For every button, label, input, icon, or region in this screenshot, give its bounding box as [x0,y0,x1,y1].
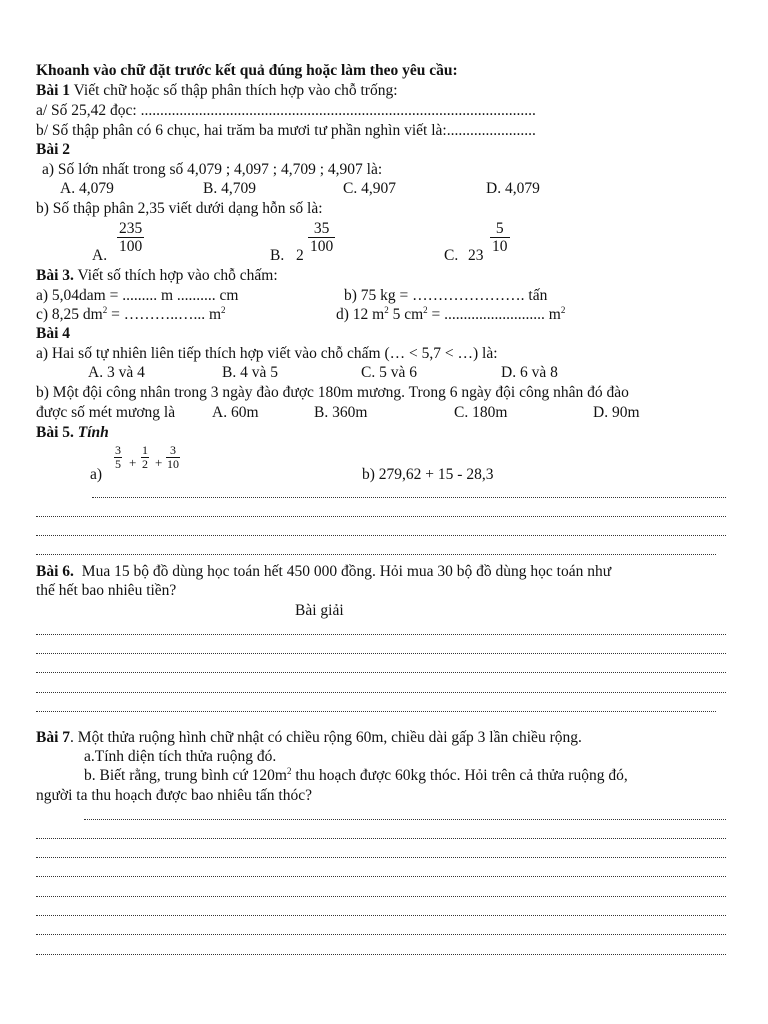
bai2-b-option-a-label: A. [92,247,108,264]
bai3-c-pre: c) 8,25 dm [36,306,103,323]
bai1-b: b/ Số thập phân có 6 chục, hai trăm ba mươi tư phần nghìn viết là:....................... [36,122,536,139]
bai5-a-op-2: + [155,455,163,470]
bai1-prompt: Viết chữ hoặc số thập phân thích hợp vào chỗ trống: [73,82,398,99]
answer-line [36,554,716,555]
fraction-denominator: 10 [167,457,179,471]
answer-line [36,692,726,693]
answer-line [84,819,726,820]
bai7-text1: . Một thửa ruộng hình chữ nhật có chiều rộng 60m, chiều dài gấp 3 lần chiều rộng. [70,729,582,746]
bai3-c-mid: = ………..…... m [107,306,222,323]
bai5-a-fraction-2 [141,444,149,471]
fraction-numerator: 3 [115,443,121,457]
bai7-b-pre: b. Biết rằng, trung bình cứ 120m [84,767,287,784]
bai3-a: a) 5,04dam = ......... m .......... cm [36,287,239,304]
bai7-a: a.Tính diện tích thửa ruộng đó. [84,748,277,765]
bai2-a-option-c: C. 4,907 [343,180,396,197]
bai3-d-mid: 5 cm [388,306,424,323]
bai4-b-option-a: A. 60m [212,404,259,421]
bai4-a-question: a) Hai số tự nhiên liên tiếp thích hợp viết vào chỗ chấm (… < 5,7 < …) là: [36,345,498,362]
bai4-b-option-b: B. 360m [314,404,368,421]
bai3-d-pre: d) 12 m [336,306,385,323]
bai2-b-option-a-fraction [117,220,144,255]
bai2-a-option-a: A. 4,079 [60,180,114,197]
fraction-denominator: 100 [310,238,334,255]
bai1-line [36,82,398,100]
answer-line [36,516,726,517]
bai7-b-exp: 2 [286,765,292,776]
bai2-b-option-b-whole: 2 [296,247,304,264]
bai4-a-option-b: B. 4 và 5 [222,364,278,381]
bai2-b-option-c-label: C. [444,247,459,264]
bai3-d-exp3: 2 [560,304,566,315]
fraction-numerator: 235 [119,220,143,237]
bai5-a-fraction-1 [114,444,122,471]
bai2-a-option-d: D. 4,079 [486,180,540,197]
fraction-numerator: 5 [490,220,510,238]
bai3-d-post: = .......................... m [427,306,561,323]
bai3-c-exp2: 2 [221,304,226,315]
bai2-b-option-b-label: B. [270,247,285,264]
bai3-d-exp2: 2 [423,304,428,315]
bai2-b-option-c-fraction [490,220,510,255]
fraction-numerator: 35 [308,220,335,238]
bai4-b-question2: được số mét mương là [36,404,176,421]
bai4-b-option-d: D. 90m [593,404,640,421]
fraction-numerator: 1 [142,443,148,457]
bai2-b-question: b) Số thập phân 2,35 viết dưới dạng hỗn số là: [36,200,323,217]
answer-line [36,876,726,877]
answer-line [36,634,726,635]
bai3-prompt: Viết số thích hợp vào chỗ chấm: [77,267,278,284]
bai6-solution-label: Bài giải [295,602,344,619]
bai5-title-italic: Tính [77,424,109,441]
fraction-denominator: 100 [119,238,143,255]
answer-line [36,653,726,654]
bai2-a-question: a) Số lớn nhất trong số 4,079 ; 4,097 ; 4,709 ; 4,907 là: [42,161,383,178]
bai7-b-post: thu hoạch được 60kg thóc. Hỏi trên cả thửa ruộng đó, [291,767,628,784]
answer-line [36,711,716,712]
bai5-b: b) 279,62 + 15 - 28,3 [362,466,494,483]
bai6-text2: thế hết bao nhiêu tiền? [36,582,177,599]
answer-line [36,857,726,858]
fraction-denominator: 5 [115,457,121,471]
bai4-a-option-d: D. 6 và 8 [501,364,558,381]
bai4-b-question: b) Một đội công nhân trong 3 ngày đào được 180m mương. Trong 6 ngày đội công nhân đó đào [36,384,629,401]
bai2-title: Bài 2 [36,141,71,158]
bai5-a-op-1: + [129,455,137,470]
bai7-title: Bài 7 [36,729,71,746]
answer-line [36,838,726,839]
bai6-line [36,563,611,581]
fraction-denominator: 2 [142,457,148,471]
bai2-b-option-b-fraction [308,220,335,255]
bai3-title: Bài 3. [36,267,74,284]
bai3-d [336,306,565,324]
answer-line [92,497,726,498]
bai4-a-option-c: C. 5 và 6 [361,364,417,381]
answer-line [36,954,726,955]
bai5-a-fraction-3 [166,444,180,471]
bai6-title: Bài 6. [36,563,74,580]
bai7-text3: người ta thu hoạch được bao nhiêu tấn thóc? [36,787,312,804]
bai3-b: b) 75 kg = …………………. tấn [344,287,548,304]
bai4-b-option-c: C. 180m [454,404,508,421]
bai7-b [84,767,628,785]
bai4-title: Bài 4 [36,325,71,342]
answer-line [36,934,726,935]
bai5-line [36,424,109,442]
bai5-a-label: a) [90,466,103,483]
bai2-b-option-c-whole: 23 [468,247,484,264]
fraction-numerator: 3 [166,444,180,458]
instruction-header: Khoanh vào chữ đặt trước kết quả đúng hoặc làm theo yêu cầu: [36,62,458,79]
bai2-a-option-b: B. 4,709 [203,180,256,197]
answer-line [36,672,726,673]
bai3-line [36,267,278,285]
bai1-a: a/ Số 25,42 đọc: ...................................................................................................... [36,102,536,119]
bai3-c [36,306,226,324]
bai3-d-exp: 2 [384,304,389,315]
bai6-text1: Mua 15 bộ đồ dùng học toán hết 450 000 đồng. Hỏi mua 30 bộ đồ dùng học toán như [81,563,612,580]
bai1-title: Bài 1 [36,82,71,99]
answer-line [36,535,726,536]
fraction-denominator: 10 [492,238,508,255]
bai7-line [36,729,582,747]
bai3-c-exp: 2 [102,304,108,315]
bai4-a-option-a: A. 3 và 4 [88,364,145,381]
bai5-title: Bài 5. [36,424,74,441]
answer-line [36,896,726,897]
answer-line [36,915,726,916]
